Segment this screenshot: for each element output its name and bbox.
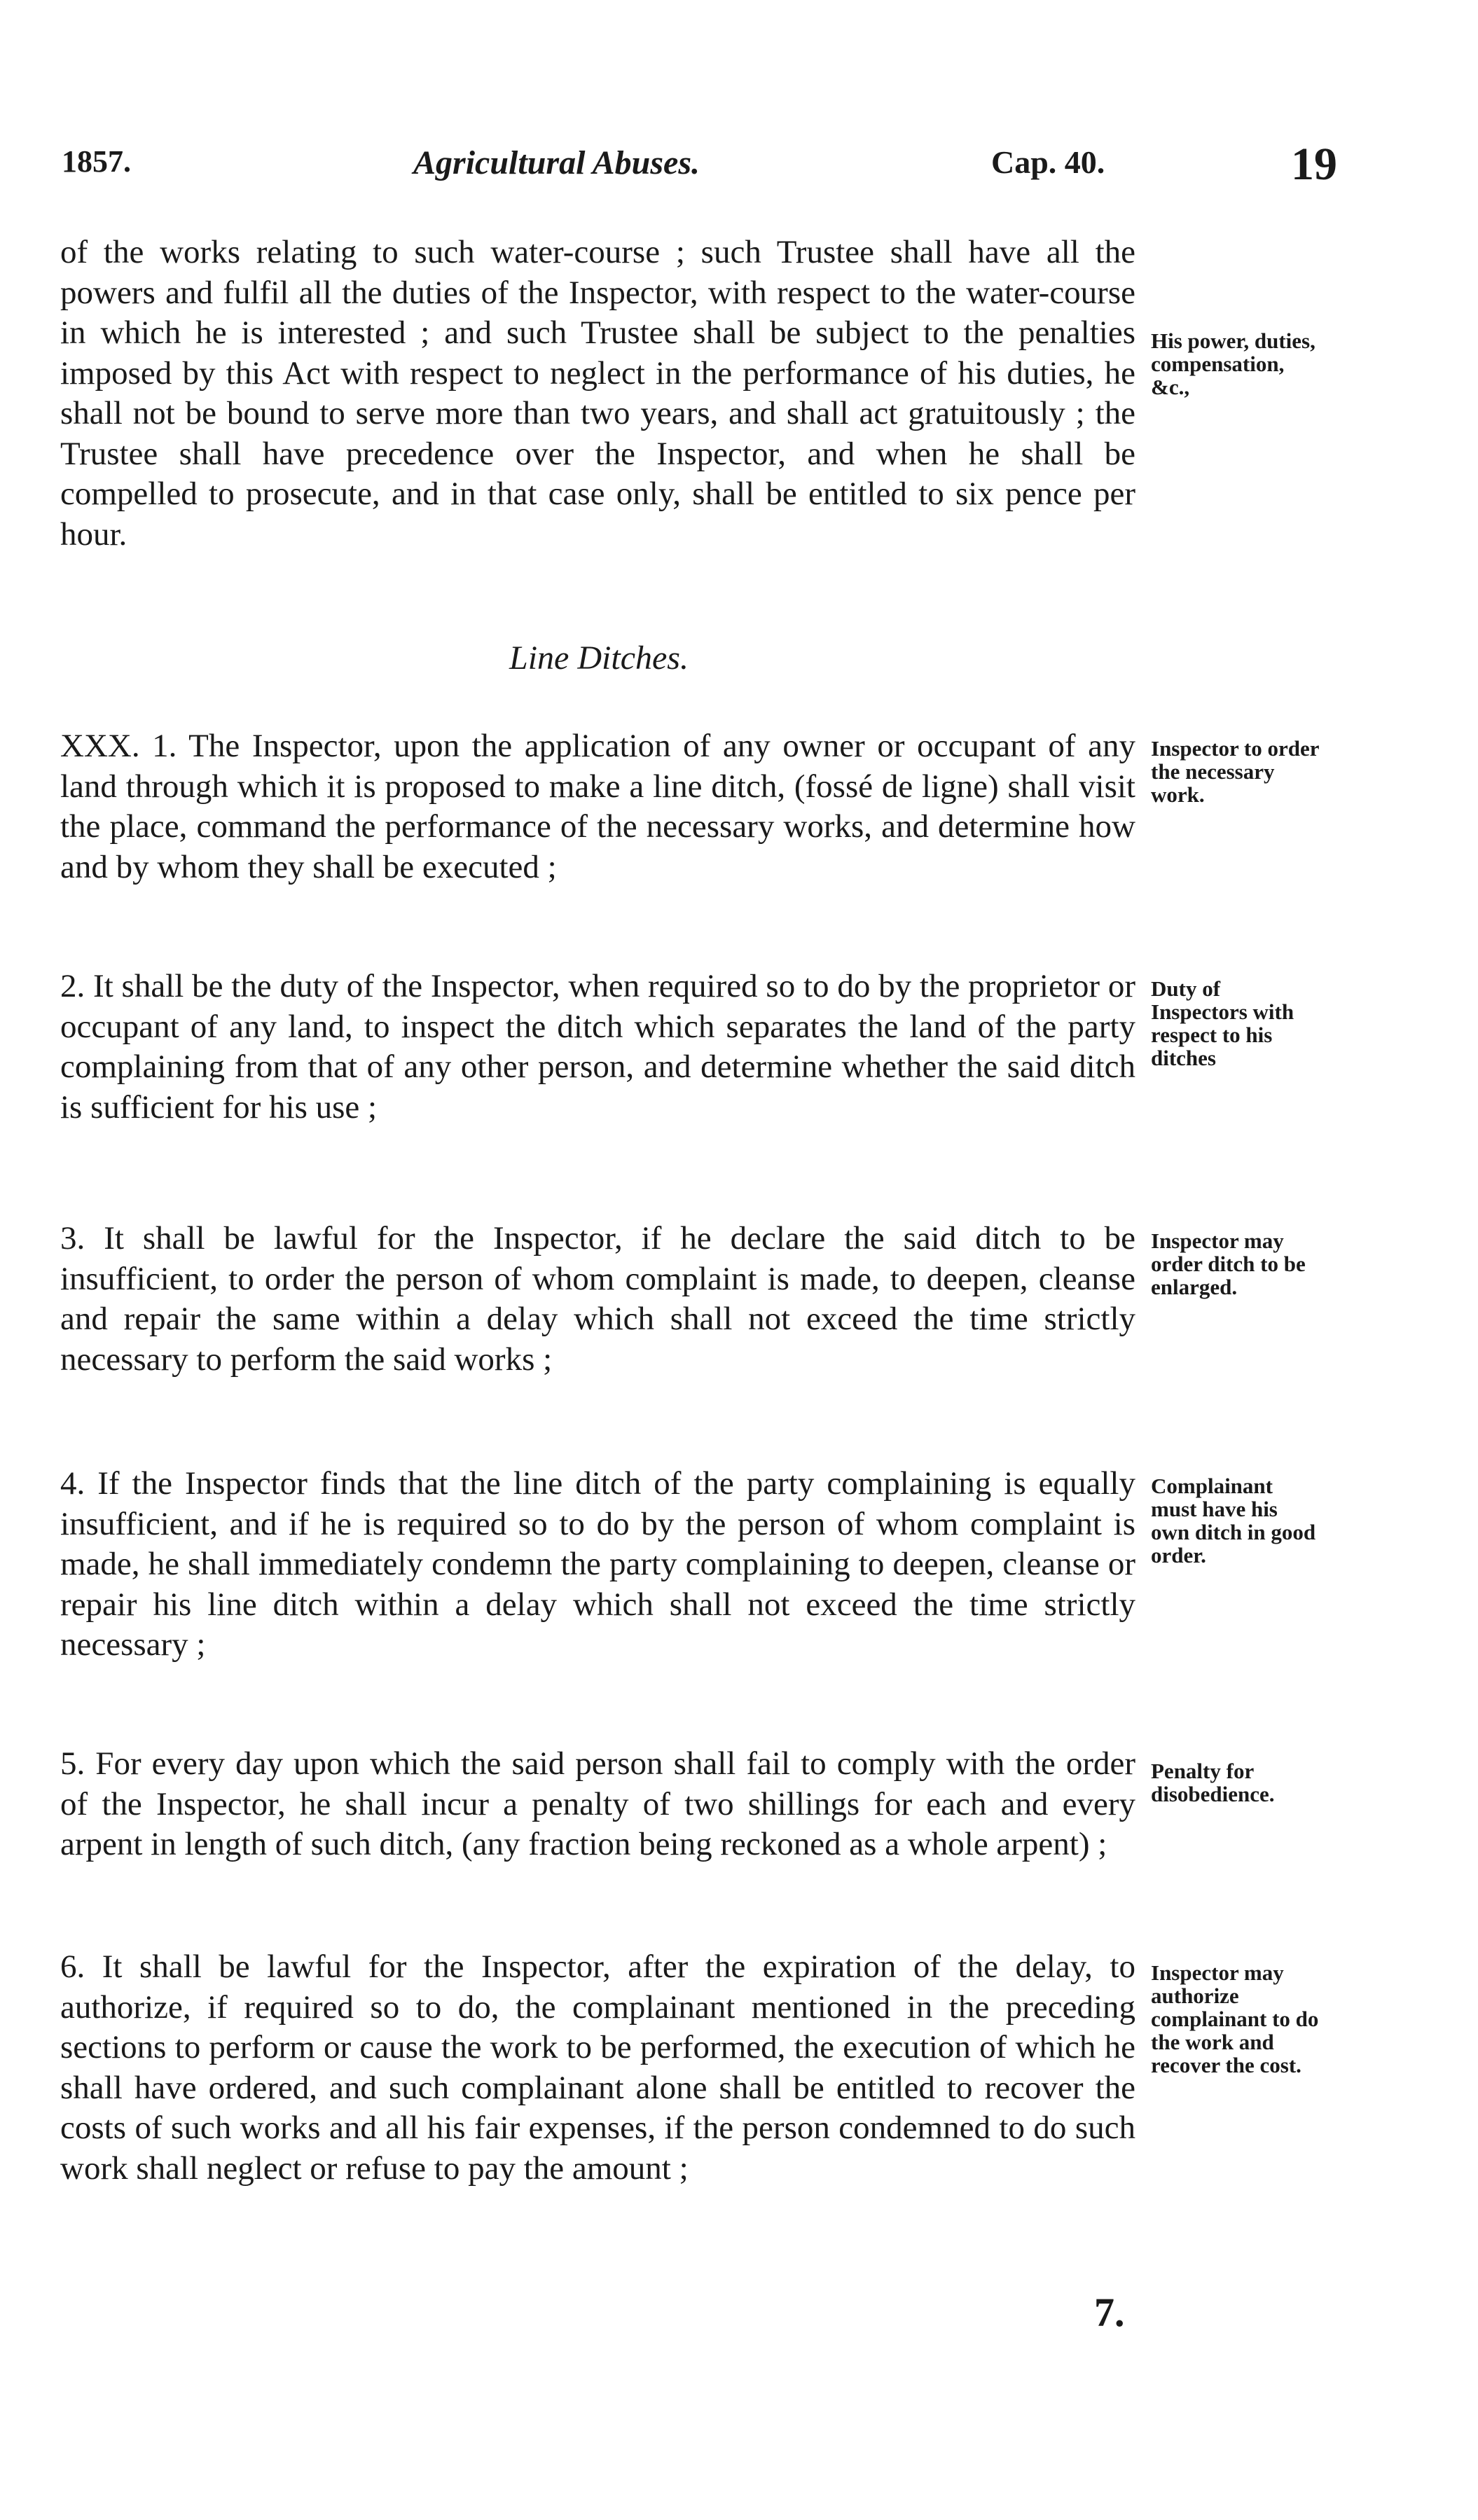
running-header <box>0 139 1478 200</box>
paragraph-section-1: XXX. 1. The Inspector, upon the application of any owner or occupant of any land through which it is proposed to make a line ditch, (fossé de ligne) shall visit the place, command the performance of the necessary works, and determine how and by whom they shall be executed ; <box>60 728 1135 885</box>
paragraph-continuation: of the works relating to such water-course ; such Trustee shall have all the powers and fulfil all the duties of the Inspector, with respect to the water-course in which he is interested ; and such Trustee shall be subject to the penalties imposed by this Act with respect to neglect in the performance of his duties, he shall not be bound to serve more than two years, and shall act gratuitously ; the Trustee shall have precedence over the Inspector, and when he shall be compelled to prosecute, and in that case only, shall be entitled to six pence per hour. <box>60 234 1135 553</box>
margin-note-section-4: Complainant must have his own ditch in good order. <box>1151 1474 1316 1567</box>
margin-note-section-1: Inspector to order the necessary work. <box>1151 736 1319 807</box>
header-chapter: Cap. 40. <box>991 144 1105 180</box>
paragraph-section-5: 5. For every day upon which the said person shall fail to comply with the order of the Inspector, he shall incur a penalty of two shillings for each and every arpent in length of such ditch, (any fraction being reckoned as a whole arpent) ; <box>60 1745 1135 1862</box>
margin-note-section-3: Inspector may order ditch to be enlarged. <box>1151 1228 1306 1299</box>
margin-note-section-6: Inspector may authorize complainant to do the work and recover the cost. <box>1151 1960 1319 2077</box>
signature-mark: 7. <box>1094 2290 1125 2335</box>
paragraph-section-2: 2. It shall be the duty of the Inspector, when required so to do by the proprietor or occupant of any land, to inspect the ditch which separates the land of the party complaining from that of any other person, and determine whether the said ditch is sufficient for his use ; <box>60 968 1135 1126</box>
paragraph-section-4: 4. If the Inspector finds that the line ditch of the party complaining is equally insufficient, and if he is required so to do by the person of whom complaint is made, he shall immediately condemn the party complaining to deepen, cleanse or repair his line ditch within a delay which shall not exceed the time strictly necessary ; <box>60 1465 1135 1663</box>
margin-note-section-2: Duty of Inspectors with respect to his ditches <box>1151 976 1294 1070</box>
header-title: Agricultural Abuses. <box>413 144 700 181</box>
paragraph-section-6: 6. It shall be lawful for the Inspector, after the expiration of the delay, to authorize, if required so to do, the complainant mentioned in the preceding sections to perform or cause the work to be performed, the execution of which he shall have ordered, and such complainant alone shall be entitled to recover the costs of such works and all his fair expenses, if the person condemned to do such work shall neglect or refuse to pay the amount ; <box>60 1948 1135 2187</box>
page-number: 19 <box>1291 139 1337 190</box>
section-heading: Line Ditches. <box>509 639 689 677</box>
paragraph-section-3: 3. It shall be lawful for the Inspector, if he declare the said ditch to be insufficient, to order the person of whom complaint is made, to deepen, cleanse and repair the same within a delay which shall not exceed the time strictly necessary to perform the said works ; <box>60 1220 1135 1378</box>
header-year: 1857. <box>62 144 131 179</box>
margin-note-trustee-powers: His power, duties, compensation, &c., <box>1151 328 1315 399</box>
margin-note-section-5: Penalty for disobedience. <box>1151 1759 1275 1806</box>
